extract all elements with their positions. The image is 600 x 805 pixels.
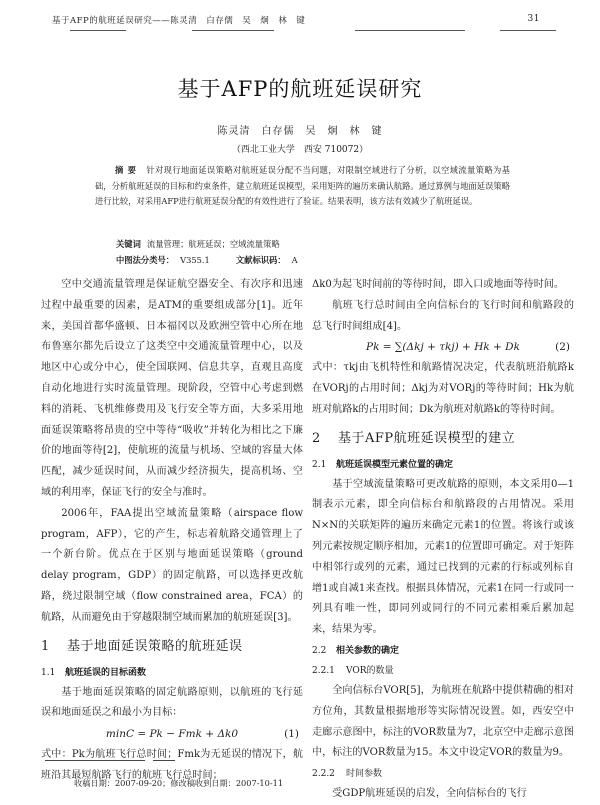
equation-2: [312, 337, 574, 358]
header-rule: [355, 30, 465, 31]
page-number: 31: [527, 14, 540, 24]
subsubsection-title: VOR的数量: [346, 665, 394, 676]
subsubsection-title: 时间参数: [346, 769, 383, 780]
clc-label: 中图法分类号：: [116, 255, 175, 265]
affiliation: （西北工业大学 西安 710072）: [231, 145, 369, 155]
section-title: 基于地面延误策略的航班延误: [67, 638, 243, 654]
section-number: 2: [312, 430, 321, 446]
running-head: [52, 14, 540, 28]
subsubsection-number: 2.2.1: [312, 665, 335, 676]
equation-expr: minC = Pk − Fmk + Δk0: [105, 728, 239, 741]
section-1-heading: [41, 637, 303, 657]
equation-number: (2): [555, 341, 570, 354]
clc-value: V355.1: [180, 255, 210, 265]
header-rule: [70, 30, 126, 31]
subsubsection-number: 2.2.2: [312, 769, 335, 780]
classification: [116, 254, 298, 266]
left-column: [41, 275, 303, 787]
right-column: [312, 275, 574, 805]
equation-1: [41, 724, 303, 745]
intro-paragraph-2: 2006年，FAA提出空域流量策略（airspace flow program，AFP），它的产生，标志着航路交通管理上了一个新台阶。优点在于区别与地面延误策略（ground delay program，GDP）的固定航路，可以选择更改航路，绕过限制空域（flow constrained area，FCA）的航路，从而避免由于穿越限制空域而累加的航班延误[3]。: [41, 507, 303, 623]
paragraph-1-1-where: 式中：Pk为航班飞行总时间；Fmk为无延误的情况下，航班沿其最短航路飞行的航班飞行总时间；: [41, 748, 303, 781]
paragraph-2-1: 基于空域流量策略可更改航路的原则，本文采用0—1制表示元素，即全向信标台和航路段的占用情况。采用N×N的关联矩阵的遍历来确定元素1的位置。将该行或该列元素按规定顺序相加，元素1的位置即可确定。对于矩阵中相邻行或列的元素，通过已找到的元素的行标或列标自增1或自减1来查找。根据具体情况，元素1在同一行或同一列具有唯一性，即同列或同行的不同元素相乘后累加起来，结果为零。: [312, 478, 574, 636]
paragraph-2-2-2: 受GDP航班延误的启发，全向信标台的飞行: [332, 788, 527, 800]
header-rule: [500, 30, 556, 31]
equation-number: (1): [284, 728, 299, 741]
paragraph-eq2-where: 式中：τkj由飞机特性和航路情况决定，代表航班沿航路k在VORj的占用时间；Δkj为对VORj的等待时间；Hk为航班对航路k的占用时间；Dk为航班对航路k的等待时间。: [312, 362, 574, 415]
keywords: [116, 238, 280, 250]
subsection-2-2-heading: [312, 641, 574, 661]
section-title: 基于AFP航班延误模型的建立: [338, 430, 516, 446]
subsection-title: 航班延误的目标函数: [65, 667, 147, 678]
doc-code-value: A: [291, 255, 298, 265]
keywords-text: 流量管理；航班延误；空域流量策略: [146, 239, 280, 249]
keywords-label: 关键词: [116, 239, 141, 249]
paragraph-continued: Δk0为起飞时间前的等待时间，即入口或地面等待时间。: [312, 279, 564, 290]
subsection-1-1-heading: [41, 663, 303, 683]
equation-expr: Pk = ∑(Δkj + τkj) + Hk + Dk: [366, 341, 520, 354]
paper-title: 基于AFP的航班延误研究: [177, 77, 423, 101]
subsection-number: 2.2: [312, 645, 327, 656]
intro-paragraph-1: 空中交通流量管理是保证航空器安全、有次序和迅速过程中最重要的因素，是ATM的重要组成部分[1]。近年来，美国首都华盛顿、日本福冈以及欧洲空管中心所在地布鲁塞尔都先后设立了这类空中交通流量管理中心，以及地区中心或分中心，使全国联网、信息共享，直观且高度自动化地进行实时流量管理。现阶段，空管中心考虑到燃料的消耗、飞机维修费用及飞行安全等方面，大多采用地面延误策略将昂贵的空中等待“吸收”并转化为相比之下廉价的地面等待[2]，使航班的流量与机场、空域的容量大体匹配，减少延误时间，从而减少经济损失，提高机场、空域的利用率，保证飞行的安全与准时。: [41, 279, 303, 498]
subsubsection-2-2-2-heading: [312, 764, 574, 784]
paragraph-total-time: 航班飞行总时间由全向信标台的飞行时间和航路段的总飞行时间组成[4]。: [312, 299, 574, 332]
paragraph-2-2-1: 全向信标台VOR[5]，为航班在航路中提供精确的相对方位角，其数量根据地形等实际情况设置。如，西安空中走廊示意图中，标注的VOR数量为7，北京空中走廊示意图中，标注的VOR数量为15。本文中设定VOR的数量为9。: [312, 684, 574, 759]
abstract-text: 针对现行地面延误策略对航班延误分配不当问题，对限制空域进行了分析，以空域流量策略为基础，分析航班延误的目标和约束条件，建立航班延误模型，采用矩阵的遍历来确认航路。通过算例与地面延误策略进行比较，对采用AFP进行航班延误分配的有效性进行了验证。结果表明，该方法有效减少了航班延误。: [95, 165, 510, 207]
header-rule: [192, 30, 274, 31]
subsection-title: 相关参数的确定: [336, 645, 400, 656]
doc-code-label: 文献标识码：: [235, 255, 286, 265]
subsection-2-1-heading: [312, 455, 574, 475]
received-date-footnote: 收稿日期：2007-09-20；修改稿收到日期：2007-10-11: [74, 778, 284, 788]
section-number: 1: [41, 638, 50, 654]
running-head-title: 基于AFP的航班延误研究——陈灵清 白存儒 吴 炯 林 键: [52, 16, 306, 26]
abstract: [95, 163, 510, 210]
subsection-title: 航班延误模型元素位置的确定: [336, 459, 454, 470]
footnote-rule: [153, 760, 175, 761]
paragraph-1-1: 基于地面延误策略的固定航路原则，以航班的飞行延误和地面延误之和最小为目标：: [41, 686, 303, 719]
authors: 陈灵清 白存儒 吴 炯 林 键: [217, 126, 383, 137]
footnote-rule: [45, 760, 145, 761]
abstract-label: 摘要: [115, 165, 141, 175]
section-2-heading: [312, 429, 574, 449]
subsection-number: 1.1: [41, 667, 56, 678]
subsubsection-2-2-1-heading: [312, 661, 574, 681]
subsection-number: 2.1: [312, 459, 327, 470]
